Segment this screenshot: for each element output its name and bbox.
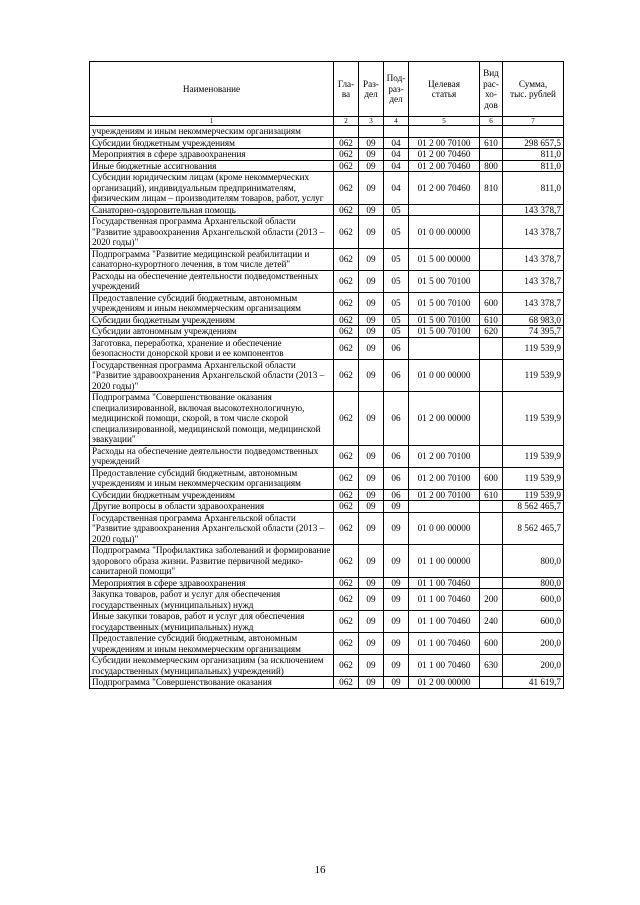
row-razdel: 09 xyxy=(359,172,384,205)
row-podrazdel: 05 xyxy=(384,326,409,338)
row-celevaya-statya: 01 2 00 70460 xyxy=(409,160,480,172)
row-razdel: 09 xyxy=(359,137,384,149)
row-celevaya-statya: 01 0 00 00000 xyxy=(409,216,480,249)
row-vid-rashodov: 810 xyxy=(480,172,503,205)
row-vid-rashodov xyxy=(480,149,503,161)
row-vid-rashodov xyxy=(480,248,503,270)
row-podrazdel: 09 xyxy=(384,512,409,545)
table-row xyxy=(90,314,564,326)
row-razdel: 09 xyxy=(359,204,384,216)
row-name: Расходы на обеспечение деятельности подведомственных учреждений xyxy=(90,445,334,467)
table-row xyxy=(90,204,564,216)
row-celevaya-statya xyxy=(409,337,480,359)
row-vid-rashodov xyxy=(480,392,503,446)
table-row xyxy=(90,545,564,578)
header-vid-rashodov: Вид рас- хо- дов xyxy=(480,62,503,117)
row-name: Субсидии бюджетным учреждениям xyxy=(90,314,334,326)
row-podrazdel: 04 xyxy=(384,172,409,205)
row-celevaya-statya: 01 5 00 70100 xyxy=(409,326,480,338)
column-number-row xyxy=(90,117,564,126)
row-vid-rashodov: 630 xyxy=(480,655,503,677)
row-razdel: 09 xyxy=(359,589,384,611)
table-row xyxy=(90,589,564,611)
row-glava: 062 xyxy=(334,314,359,326)
row-vid-rashodov: 610 xyxy=(480,314,503,326)
table-row xyxy=(90,489,564,501)
row-name: Субсидии бюджетным учреждениям xyxy=(90,489,334,501)
row-glava: 062 xyxy=(334,445,359,467)
row-celevaya-statya: 01 5 00 70100 xyxy=(409,314,480,326)
row-razdel: 09 xyxy=(359,655,384,677)
row-summa: 8 562 465,7 xyxy=(503,501,564,513)
column-number: 5 xyxy=(409,117,480,126)
row-summa: 143 378,7 xyxy=(503,270,564,292)
row-razdel: 09 xyxy=(359,149,384,161)
table-body xyxy=(90,126,564,689)
row-summa: 68 983,0 xyxy=(503,314,564,326)
table-row xyxy=(90,611,564,633)
row-celevaya-statya: 01 5 00 00000 xyxy=(409,248,480,270)
row-summa: 119 539,9 xyxy=(503,392,564,446)
table-row xyxy=(90,270,564,292)
row-summa: 143 378,7 xyxy=(503,248,564,270)
row-celevaya-statya: 01 2 00 70460 xyxy=(409,172,480,205)
row-podrazdel: 05 xyxy=(384,216,409,249)
row-summa: 119 539,9 xyxy=(503,359,564,392)
row-name: Субсидии некоммерческим организациям (за исключением государственных (муниципальных) учреждений) xyxy=(90,655,334,677)
row-name: Санаторно-оздоровительная помощь xyxy=(90,204,334,216)
row-summa: 143 378,7 xyxy=(503,216,564,249)
table-header-row xyxy=(90,62,564,117)
row-glava: 062 xyxy=(334,611,359,633)
row-podrazdel: 05 xyxy=(384,292,409,314)
row-glava: 062 xyxy=(334,512,359,545)
row-glava: 062 xyxy=(334,216,359,249)
row-name: Предоставление субсидий бюджетным, автономным учреждениям и иным некоммерческим организациям xyxy=(90,633,334,655)
row-podrazdel: 09 xyxy=(384,611,409,633)
column-number: 1 xyxy=(90,117,334,126)
row-vid-rashodov xyxy=(480,359,503,392)
header-celevaya-statya: Целевая статья xyxy=(409,62,480,117)
row-vid-rashodov xyxy=(480,512,503,545)
row-celevaya-statya: 01 1 00 70460 xyxy=(409,633,480,655)
table-row xyxy=(90,172,564,205)
row-razdel: 09 xyxy=(359,677,384,689)
row-glava: 062 xyxy=(334,655,359,677)
row-podrazdel: 04 xyxy=(384,149,409,161)
row-name: Расходы на обеспечение деятельности подведомственных учреждений xyxy=(90,270,334,292)
row-glava: 062 xyxy=(334,337,359,359)
row-name: Закупка товаров, работ и услуг для обеспечения государственных (муниципальных) нужд xyxy=(90,589,334,611)
header-razdel: Раз- дел xyxy=(359,62,384,117)
row-name: Мероприятия в сфере здравоохранения xyxy=(90,149,334,161)
row-glava: 062 xyxy=(334,204,359,216)
row-razdel: 09 xyxy=(359,216,384,249)
row-name: Иные бюджетные ассигнования xyxy=(90,160,334,172)
row-razdel: 09 xyxy=(359,326,384,338)
row-podrazdel: 09 xyxy=(384,577,409,589)
row-podrazdel: 05 xyxy=(384,270,409,292)
row-glava: 062 xyxy=(334,248,359,270)
row-glava: 062 xyxy=(334,292,359,314)
row-glava: 062 xyxy=(334,545,359,578)
row-glava: 062 xyxy=(334,677,359,689)
page-number: 16 xyxy=(314,864,326,876)
row-celevaya-statya: 01 0 00 00000 xyxy=(409,512,480,545)
row-celevaya-statya: 01 1 00 70460 xyxy=(409,577,480,589)
row-razdel: 09 xyxy=(359,577,384,589)
row-razdel: 09 xyxy=(359,248,384,270)
row-summa: 600,0 xyxy=(503,589,564,611)
header-glava: Гла- ва xyxy=(334,62,359,117)
table-row xyxy=(90,337,564,359)
table-row xyxy=(90,512,564,545)
row-vid-rashodov: 600 xyxy=(480,467,503,489)
row-celevaya-statya: 01 5 00 70100 xyxy=(409,270,480,292)
row-celevaya-statya xyxy=(409,501,480,513)
row-glava xyxy=(334,126,359,138)
row-celevaya-statya xyxy=(409,204,480,216)
table-row xyxy=(90,392,564,446)
column-number: 6 xyxy=(480,117,503,126)
row-vid-rashodov xyxy=(480,545,503,578)
row-podrazdel: 09 xyxy=(384,677,409,689)
header-summa: Сумма, тыс. рублей xyxy=(503,62,564,117)
row-summa: 119 539,9 xyxy=(503,445,564,467)
row-podrazdel: 06 xyxy=(384,467,409,489)
table-row xyxy=(90,160,564,172)
row-celevaya-statya: 01 1 00 70460 xyxy=(409,589,480,611)
column-number: 3 xyxy=(359,117,384,126)
row-glava: 062 xyxy=(334,577,359,589)
row-razdel: 09 xyxy=(359,633,384,655)
row-name: учреждениям и иным некоммерческим организациям xyxy=(90,126,334,138)
row-podrazdel: 04 xyxy=(384,137,409,149)
table-row xyxy=(90,248,564,270)
row-name: Субсидии бюджетным учреждениям xyxy=(90,137,334,149)
row-razdel: 09 xyxy=(359,314,384,326)
row-vid-rashodov xyxy=(480,216,503,249)
row-name: Предоставление субсидий бюджетным, автономным учреждениям и иным некоммерческим организациям xyxy=(90,467,334,489)
row-summa: 298 657,5 xyxy=(503,137,564,149)
column-number: 7 xyxy=(503,117,564,126)
table-row xyxy=(90,445,564,467)
row-name: Другие вопросы в области здравоохранения xyxy=(90,501,334,513)
row-summa: 119 539,9 xyxy=(503,337,564,359)
row-razdel: 09 xyxy=(359,545,384,578)
row-podrazdel: 09 xyxy=(384,633,409,655)
row-summa: 8 562 465,7 xyxy=(503,512,564,545)
row-name: Субсидии юридическим лицам (кроме некоммерческих организаций), индивидуальным предпринимателям, физическим лицам – производителям товаров, работ, услуг xyxy=(90,172,334,205)
row-razdel: 09 xyxy=(359,445,384,467)
row-podrazdel: 06 xyxy=(384,445,409,467)
row-podrazdel: 09 xyxy=(384,501,409,513)
row-glava: 062 xyxy=(334,137,359,149)
row-name: Подпрограмма "Совершенствование оказания xyxy=(90,677,334,689)
table-row xyxy=(90,216,564,249)
row-vid-rashodov xyxy=(480,126,503,138)
table-row xyxy=(90,655,564,677)
row-summa: 811,0 xyxy=(503,149,564,161)
header-name: Наименование xyxy=(90,62,334,117)
row-celevaya-statya: 01 5 00 70100 xyxy=(409,292,480,314)
row-razdel: 09 xyxy=(359,160,384,172)
row-razdel xyxy=(359,126,384,138)
row-glava: 062 xyxy=(334,392,359,446)
row-summa: 800,0 xyxy=(503,545,564,578)
row-celevaya-statya: 01 2 00 70460 xyxy=(409,149,480,161)
row-razdel: 09 xyxy=(359,489,384,501)
row-razdel: 09 xyxy=(359,501,384,513)
table-row xyxy=(90,137,564,149)
row-vid-rashodov xyxy=(480,577,503,589)
row-razdel: 09 xyxy=(359,611,384,633)
row-name: Субсидии автономным учреждениям xyxy=(90,326,334,338)
row-celevaya-statya: 01 2 00 70100 xyxy=(409,489,480,501)
table-row xyxy=(90,677,564,689)
row-podrazdel: 05 xyxy=(384,204,409,216)
row-celevaya-statya: 01 2 00 00000 xyxy=(409,392,480,446)
row-name: Заготовка, переработка, хранение и обеспечение безопасности донорской крови и ее компонентов xyxy=(90,337,334,359)
table-row xyxy=(90,633,564,655)
row-glava: 062 xyxy=(334,160,359,172)
header-podrazdel: Под- раз- дел xyxy=(384,62,409,117)
row-glava: 062 xyxy=(334,633,359,655)
row-celevaya-statya: 01 1 00 70460 xyxy=(409,611,480,633)
row-glava: 062 xyxy=(334,326,359,338)
table-row xyxy=(90,126,564,138)
row-summa: 143 378,7 xyxy=(503,292,564,314)
row-glava: 062 xyxy=(334,172,359,205)
row-podrazdel: 06 xyxy=(384,392,409,446)
row-name: Иные закупки товаров, работ и услуг для обеспечения государственных (муниципальных) нужд xyxy=(90,611,334,633)
row-vid-rashodov xyxy=(480,204,503,216)
row-vid-rashodov: 600 xyxy=(480,633,503,655)
row-vid-rashodov xyxy=(480,445,503,467)
row-vid-rashodov: 200 xyxy=(480,589,503,611)
row-razdel: 09 xyxy=(359,392,384,446)
row-vid-rashodov xyxy=(480,337,503,359)
row-name: Подпрограмма "Развитие медицинской реабилитации и санаторно-курортного лечения, в том числе детей" xyxy=(90,248,334,270)
row-razdel: 09 xyxy=(359,512,384,545)
row-podrazdel: 09 xyxy=(384,589,409,611)
row-glava: 062 xyxy=(334,467,359,489)
row-glava: 062 xyxy=(334,149,359,161)
row-podrazdel: 05 xyxy=(384,314,409,326)
row-name: Государственная программа Архангельской области "Развитие здравоохранения Архангельской области (2013 – 2020 годы)" xyxy=(90,359,334,392)
row-celevaya-statya: 01 1 00 00000 xyxy=(409,545,480,578)
row-celevaya-statya: 01 2 00 70100 xyxy=(409,137,480,149)
row-name: Мероприятия в сфере здравоохранения xyxy=(90,577,334,589)
budget-table xyxy=(89,61,564,689)
table-row xyxy=(90,292,564,314)
row-celevaya-statya: 01 2 00 70100 xyxy=(409,445,480,467)
row-name: Подпрограмма "Совершенствование оказания специализированной, включая высокотехнологичную, медицинской помощи, скорой, в том числе скорой специализированной, медицинской помощи, медицинской эвакуации" xyxy=(90,392,334,446)
column-number: 2 xyxy=(334,117,359,126)
row-vid-rashodov: 240 xyxy=(480,611,503,633)
row-summa: 811,0 xyxy=(503,172,564,205)
row-glava: 062 xyxy=(334,589,359,611)
row-razdel: 09 xyxy=(359,292,384,314)
row-podrazdel: 06 xyxy=(384,489,409,501)
row-summa: 800,0 xyxy=(503,577,564,589)
row-razdel: 09 xyxy=(359,270,384,292)
table-row xyxy=(90,467,564,489)
row-podrazdel: 09 xyxy=(384,545,409,578)
table-row xyxy=(90,501,564,513)
row-glava: 062 xyxy=(334,501,359,513)
row-vid-rashodov: 620 xyxy=(480,326,503,338)
row-glava: 062 xyxy=(334,489,359,501)
row-summa: 119 539,9 xyxy=(503,467,564,489)
row-vid-rashodov: 610 xyxy=(480,137,503,149)
row-podrazdel: 06 xyxy=(384,359,409,392)
row-celevaya-statya: 01 2 00 00000 xyxy=(409,677,480,689)
row-razdel: 09 xyxy=(359,359,384,392)
row-vid-rashodov: 600 xyxy=(480,292,503,314)
row-podrazdel: 09 xyxy=(384,655,409,677)
row-glava: 062 xyxy=(334,359,359,392)
row-podrazdel: 06 xyxy=(384,337,409,359)
row-celevaya-statya xyxy=(409,126,480,138)
row-summa: 74 395,7 xyxy=(503,326,564,338)
row-summa: 143 378,7 xyxy=(503,204,564,216)
row-vid-rashodov xyxy=(480,501,503,513)
row-name: Государственная программа Архангельской области "Развитие здравоохранения Архангельской области (2013 – 2020 годы)" xyxy=(90,512,334,545)
row-vid-rashodov xyxy=(480,270,503,292)
row-glava: 062 xyxy=(334,270,359,292)
row-celevaya-statya: 01 2 00 70100 xyxy=(409,467,480,489)
row-razdel: 09 xyxy=(359,467,384,489)
column-number: 4 xyxy=(384,117,409,126)
row-vid-rashodov: 800 xyxy=(480,160,503,172)
table-row xyxy=(90,149,564,161)
table-row xyxy=(90,359,564,392)
row-name: Государственная программа Архангельской области "Развитие здравоохранения Архангельской области (2013 – 2020 годы)" xyxy=(90,216,334,249)
row-podrazdel xyxy=(384,126,409,138)
table-row xyxy=(90,577,564,589)
row-summa: 600,0 xyxy=(503,611,564,633)
row-podrazdel: 05 xyxy=(384,248,409,270)
row-summa xyxy=(503,126,564,138)
row-summa: 200,0 xyxy=(503,633,564,655)
row-summa: 200,0 xyxy=(503,655,564,677)
row-name: Предоставление субсидий бюджетным, автономным учреждениям и иным некоммерческим организациям xyxy=(90,292,334,314)
row-celevaya-statya: 01 0 00 00000 xyxy=(409,359,480,392)
row-vid-rashodov: 610 xyxy=(480,489,503,501)
table-row xyxy=(90,326,564,338)
row-summa: 811,0 xyxy=(503,160,564,172)
row-summa: 41 619,7 xyxy=(503,677,564,689)
row-vid-rashodov xyxy=(480,677,503,689)
row-razdel: 09 xyxy=(359,337,384,359)
row-podrazdel: 04 xyxy=(384,160,409,172)
row-celevaya-statya: 01 1 00 70460 xyxy=(409,655,480,677)
row-name: Подпрограмма "Профилактика заболеваний и формирование здорового образа жизни. Развитие первичной медико-санитарной помощи" xyxy=(90,545,334,578)
row-summa: 119 539,9 xyxy=(503,489,564,501)
